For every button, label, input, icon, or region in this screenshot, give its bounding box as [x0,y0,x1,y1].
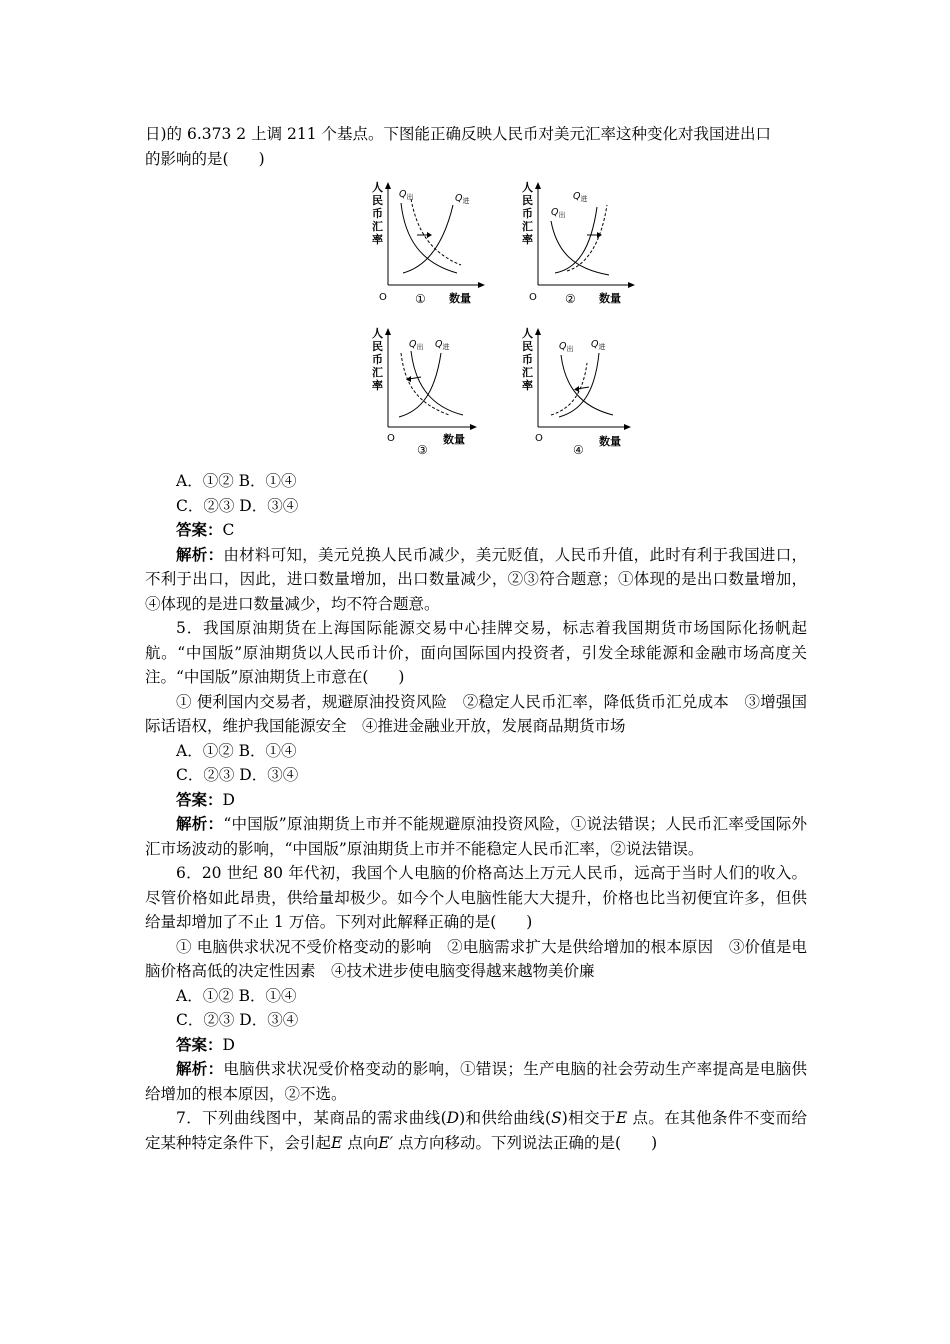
q4-figures [145,171,807,461]
svg-text:民: 民 [522,194,533,207]
svg-text:率: 率 [372,379,383,392]
svg-text:汇: 汇 [372,366,383,379]
figure-2-origin: O [529,292,537,303]
figure-4-ylabel: 人 [522,327,533,340]
svg-text:民: 民 [522,340,533,353]
figure-2-xlabel: 数量 [599,292,621,305]
figure-3-xlabel: 数量 [443,433,465,446]
q6-stem: 6．20 世纪 80 年代初，我国个人电脑的价格高达上万元人民币，远高于当时人们的收入。尽管价格如此昂贵，供给量却极少。如今个人电脑性能大大提升，价格也比当初便宜许多，但供给量却增加了不止 1 万倍。下列对此解释正确的是( ) [145,864,807,931]
q5-items: ① 便利国内交易者，规避原油投资风险 ②稳定人民币汇率，降低货币汇兑成本 ③增强国际话语权，维护我国能源安全 ④推进金融业开放，发展商品期货市场 [145,692,807,735]
figure-1 [365,177,485,307]
q4-answer: 答案：C [176,520,235,539]
q-out-shifted-curve [411,199,461,265]
q5-options-ab: A．①② B．①④ [176,741,297,760]
figure-2-number: ② [565,292,576,306]
figure-2-qin-label: $Q_进$ [573,191,588,203]
figure-1-xlabel: 数量 [449,292,471,305]
q5-options-cd: C．②③ D．③④ [176,766,299,784]
q6-options-cd: C．②③ D．③④ [176,1011,299,1029]
svg-text:民: 民 [372,194,383,207]
q-out-curve [411,351,463,415]
document-page [145,122,807,1155]
q-out-curve [551,221,609,275]
figure-3-ylabel: 人 [372,327,383,340]
svg-text:汇: 汇 [522,366,533,379]
figure-4-origin: O [535,433,543,444]
svg-text:率: 率 [372,233,383,246]
q5-answer: 答案：D [176,789,235,809]
figure-1-number: ① [415,292,426,306]
figure-4-qout-label: $Q_出$ [559,341,574,353]
svg-text:民: 民 [372,340,383,353]
svg-text:汇: 汇 [372,220,383,233]
q4-options-cd: C．②③ D．③④ [176,496,299,515]
svg-text:率: 率 [522,233,533,246]
q4-intro-line1: 日)的 6.373 2 上调 211 个基点。下图能正确反映人民币对美元汇率这种变化对我国进出口 [145,125,772,143]
figure-1-ylabel: 人 [372,181,383,194]
q6-items: ① 电脑供求状况不受价格变动的影响 ②电脑需求扩大是供给增加的根本原因 ③价值是电脑价格高低的决定性因素 ④技术进步使电脑变得越来越物美价廉 [145,937,807,980]
q4-options-ab: A．①② B．①④ [176,472,297,490]
figure-4-qin-label: $Q_进$ [591,339,606,351]
figure-2-qout-label: $Q_出$ [551,207,566,219]
q-in-curve [403,205,453,273]
figure-3-qout-label: $Q_出$ [409,339,424,351]
q5-analysis: 解析：“中国版”原油期货上市并不能规避原油投资风险，①说法错误；人民币汇率受国际外汇市场波动的影响，“中国版”原油期货上市并不能稳定人民币汇率，②说法错误。 [145,814,807,858]
figure-3-qin-label: $Q_进$ [435,339,450,351]
svg-text:币: 币 [372,353,383,366]
figure-1-qin-label: $Q_进$ [455,193,470,205]
q6-analysis: 解析：电脑供求状况受价格变动的影响，①错误；生产电脑的社会劳动生产率提高是电脑供给增加的根本原因，②不选。 [145,1059,807,1103]
figure-3-number: ③ [417,443,428,457]
svg-text:币: 币 [522,207,533,220]
q-in-shifted-curve [551,363,587,415]
figure-3 [365,323,485,457]
q-in-curve [399,353,441,417]
figure-4-number: ④ [573,443,584,457]
figure-3-origin: O [387,433,395,444]
q-out-curve [401,203,457,273]
svg-text:率: 率 [522,379,533,392]
svg-text:币: 币 [372,207,383,220]
q6-options-ab: A．①② B．①④ [176,986,297,1005]
figure-1-qout-label: $Q_出$ [399,189,414,201]
svg-text:币: 币 [522,353,533,366]
figure-1-origin: O [379,292,387,303]
figure-2-ylabel: 人 [522,181,533,194]
q4-analysis: 解析：由材料可知，美元兑换人民币减少，美元贬值，人民币升值，此时有利于我国进口，不利于出口，因此，进口数量增加，出口数量减少，②③符合题意；①体现的是出口数量增加，④体现的是进口数量减少，均不符合题意。 [145,544,807,613]
q7-stem: 7．下列曲线图中，某商品的需求曲线(D)和供给曲线(S)相交于E 点。在其他条件不变而给定某种特定条件下，会引起E 点向E′ 点方向移动。下列说法正确的是( ) [145,1109,807,1152]
figure-4 [515,323,635,457]
q5-stem: 5．我国原油期货在上海国际能源交易中心挂牌交易，标志着我国期货市场国际化扬帆起航。“中国版”原油期货以人民币计价，面向国际国内投资者，引发全球能源和金融市场高度关注。“中国版”原油期货上市意在( ) [145,619,807,686]
q4-intro: 日)的 6.373 2 上调 211 个基点。下图能正确反映人民币对美元汇率这种变化对我国进出口 的影响的是( ) [145,125,772,168]
svg-text:汇: 汇 [522,220,533,233]
figure-2 [515,177,635,307]
figure-4-xlabel: 数量 [599,435,621,448]
q6-answer: 答案：D [176,1034,235,1054]
